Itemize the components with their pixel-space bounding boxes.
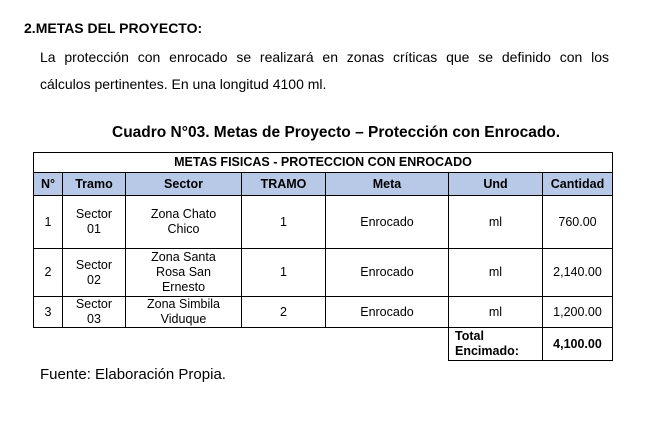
section-number: 2. bbox=[24, 20, 36, 36]
cell-n: 2 bbox=[34, 249, 63, 297]
cell-n: 3 bbox=[34, 297, 63, 328]
header-tramo: Tramo bbox=[63, 173, 126, 196]
header-n: N° bbox=[34, 173, 63, 196]
paragraph-line-1: La protección con enrocado se realizará en zonas críticas que se definido con los bbox=[40, 49, 609, 65]
paragraph-line-2: cálculos pertinentes. En una longitud 4100 ml. bbox=[40, 76, 327, 92]
cell-cantidad: 1,200.00 bbox=[543, 297, 613, 328]
cell-meta: Enrocado bbox=[326, 196, 449, 249]
table-row bbox=[34, 196, 613, 249]
table-caption: Cuadro N°03. Metas de Proyecto – Protección con Enrocado. bbox=[112, 124, 561, 141]
cell-tramo-num: 2 bbox=[242, 297, 326, 328]
cell-sector: Zona Chato Chico bbox=[126, 196, 242, 249]
table-band-title: METAS FISICAS - PROTECCION CON ENROCADO bbox=[34, 153, 613, 173]
total-value: 4,100.00 bbox=[543, 328, 613, 361]
header-tramo-num: TRAMO bbox=[242, 173, 326, 196]
cell-n: 1 bbox=[34, 196, 63, 249]
section-title: METAS DEL PROYECTO: bbox=[35, 20, 203, 36]
cell-meta: Enrocado bbox=[326, 297, 449, 328]
cell-cantidad: 760.00 bbox=[543, 196, 613, 249]
cell-und: ml bbox=[449, 297, 543, 328]
section-heading bbox=[24, 20, 202, 36]
cell-und: ml bbox=[449, 249, 543, 297]
cell-tramo: Sector 03 bbox=[63, 297, 126, 328]
cell-cantidad: 2,140.00 bbox=[543, 249, 613, 297]
body-paragraph bbox=[40, 44, 609, 98]
header-cantidad: Cantidad bbox=[543, 173, 613, 196]
cell-tramo: Sector 01 bbox=[63, 196, 126, 249]
metas-table bbox=[33, 152, 613, 361]
total-label: Total Encimado: bbox=[449, 328, 543, 361]
cell-und: ml bbox=[449, 196, 543, 249]
cell-sector: Zona Santa Rosa San Ernesto bbox=[126, 249, 242, 297]
cell-tramo-num: 1 bbox=[242, 249, 326, 297]
header-sector: Sector bbox=[126, 173, 242, 196]
header-und: Und bbox=[449, 173, 543, 196]
cell-tramo-num: 1 bbox=[242, 196, 326, 249]
total-row bbox=[34, 328, 613, 361]
header-meta: Meta bbox=[326, 173, 449, 196]
table-row bbox=[34, 249, 613, 297]
table-row bbox=[34, 297, 613, 328]
cell-tramo: Sector 02 bbox=[63, 249, 126, 297]
source-note: Fuente: Elaboración Propia. bbox=[40, 366, 226, 383]
cell-sector: Zona Simbila Viduque bbox=[126, 297, 242, 328]
cell-meta: Enrocado bbox=[326, 249, 449, 297]
